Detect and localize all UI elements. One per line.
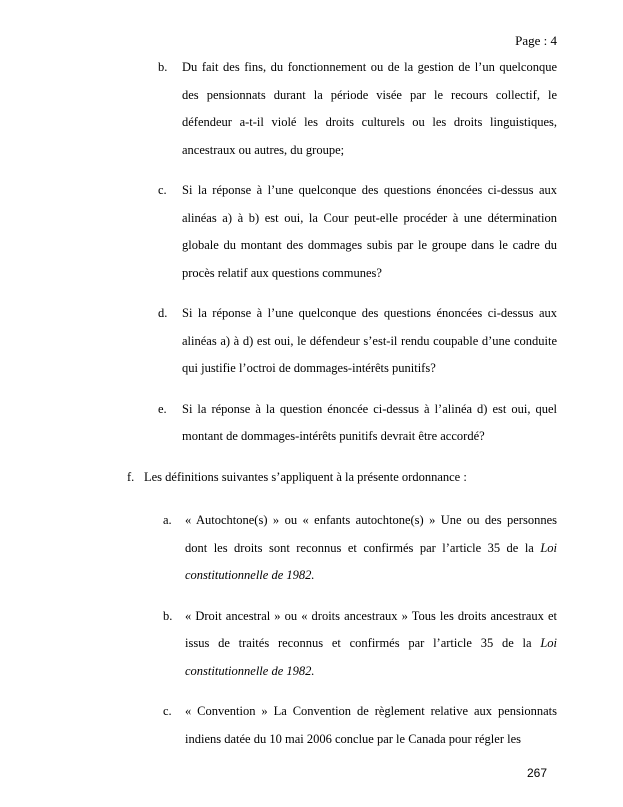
definition-text: « Droit ancestral » ou « droits ancestraux » Tous les droits ancestraux et issus de traités reconnus et confirmés par l’article 35 de la [185,608,557,650]
document-body [0,54,623,766]
item-letter: b. [163,608,173,623]
question-item-b [158,54,557,164]
item-letter: c. [158,183,167,197]
question-item-c [158,177,557,287]
item-text [185,603,557,686]
item-text [185,698,557,753]
question-item-e [158,396,557,451]
item-letter: f. [127,469,135,484]
definition-item-b [163,603,557,686]
definition-item-c [163,698,557,753]
definition-text: « Autochtone(s) » ou « enfants autochtone(s) » Une ou des personnes dont les droits sont reconnus et confirmés par l’article 35 de la [185,513,557,555]
item-letter: c. [163,704,172,718]
item-text: Du fait des fins, du fonctionnement ou de la gestion de l’un quelconque des pensionnats durant la période visée par le recours collectif, le défendeur a-t-il violé les droits culturels ou les droits linguistiques, ancestraux ou autres, du groupe; [182,60,557,157]
item-text: Si la réponse à la question énoncée ci-dessus à l’alinéa d) est oui, quel montant de dommages-intérêts punitifs devrait être accordé? [182,401,557,443]
page-number: 267 [526,766,547,780]
item-text: Si la réponse à l’une quelconque des questions énoncées ci-dessus aux alinéas a) à d) est oui, le défendeur s’est-il rendu coupable d’une conduite qui justifie l’octroi de dommages-intérêts punitifs? [182,306,557,375]
statute-name-italic: Loi constitutionnelle de 1982. [185,540,557,582]
item-letter: d. [158,306,168,320]
item-letter: e. [158,401,167,416]
definition-item-a [163,507,557,590]
definitions-intro-item-f [127,464,557,492]
page-header-label: Page : 4 [515,33,557,48]
item-letter: a. [163,513,172,527]
question-item-d [158,300,557,383]
definition-text: « Convention » La Convention de règlement relative aux pensionnats indiens datée du 10 mai 2006 conclue par le Canada pour régler les [185,704,557,746]
item-text: Si la réponse à l’une quelconque des questions énoncées ci-dessus aux alinéas a) à b) est oui, la Cour peut-elle procéder à une détermination globale du montant des dommages subis par le groupe dans le cadre du procès relatif aux questions communes? [182,183,557,280]
item-text [185,507,557,590]
item-letter: b. [158,60,168,74]
item-text: Les définitions suivantes s’appliquent à la présente ordonnance : [144,469,467,484]
statute-name-italic: Loi constitutionnelle de 1982. [185,636,557,678]
